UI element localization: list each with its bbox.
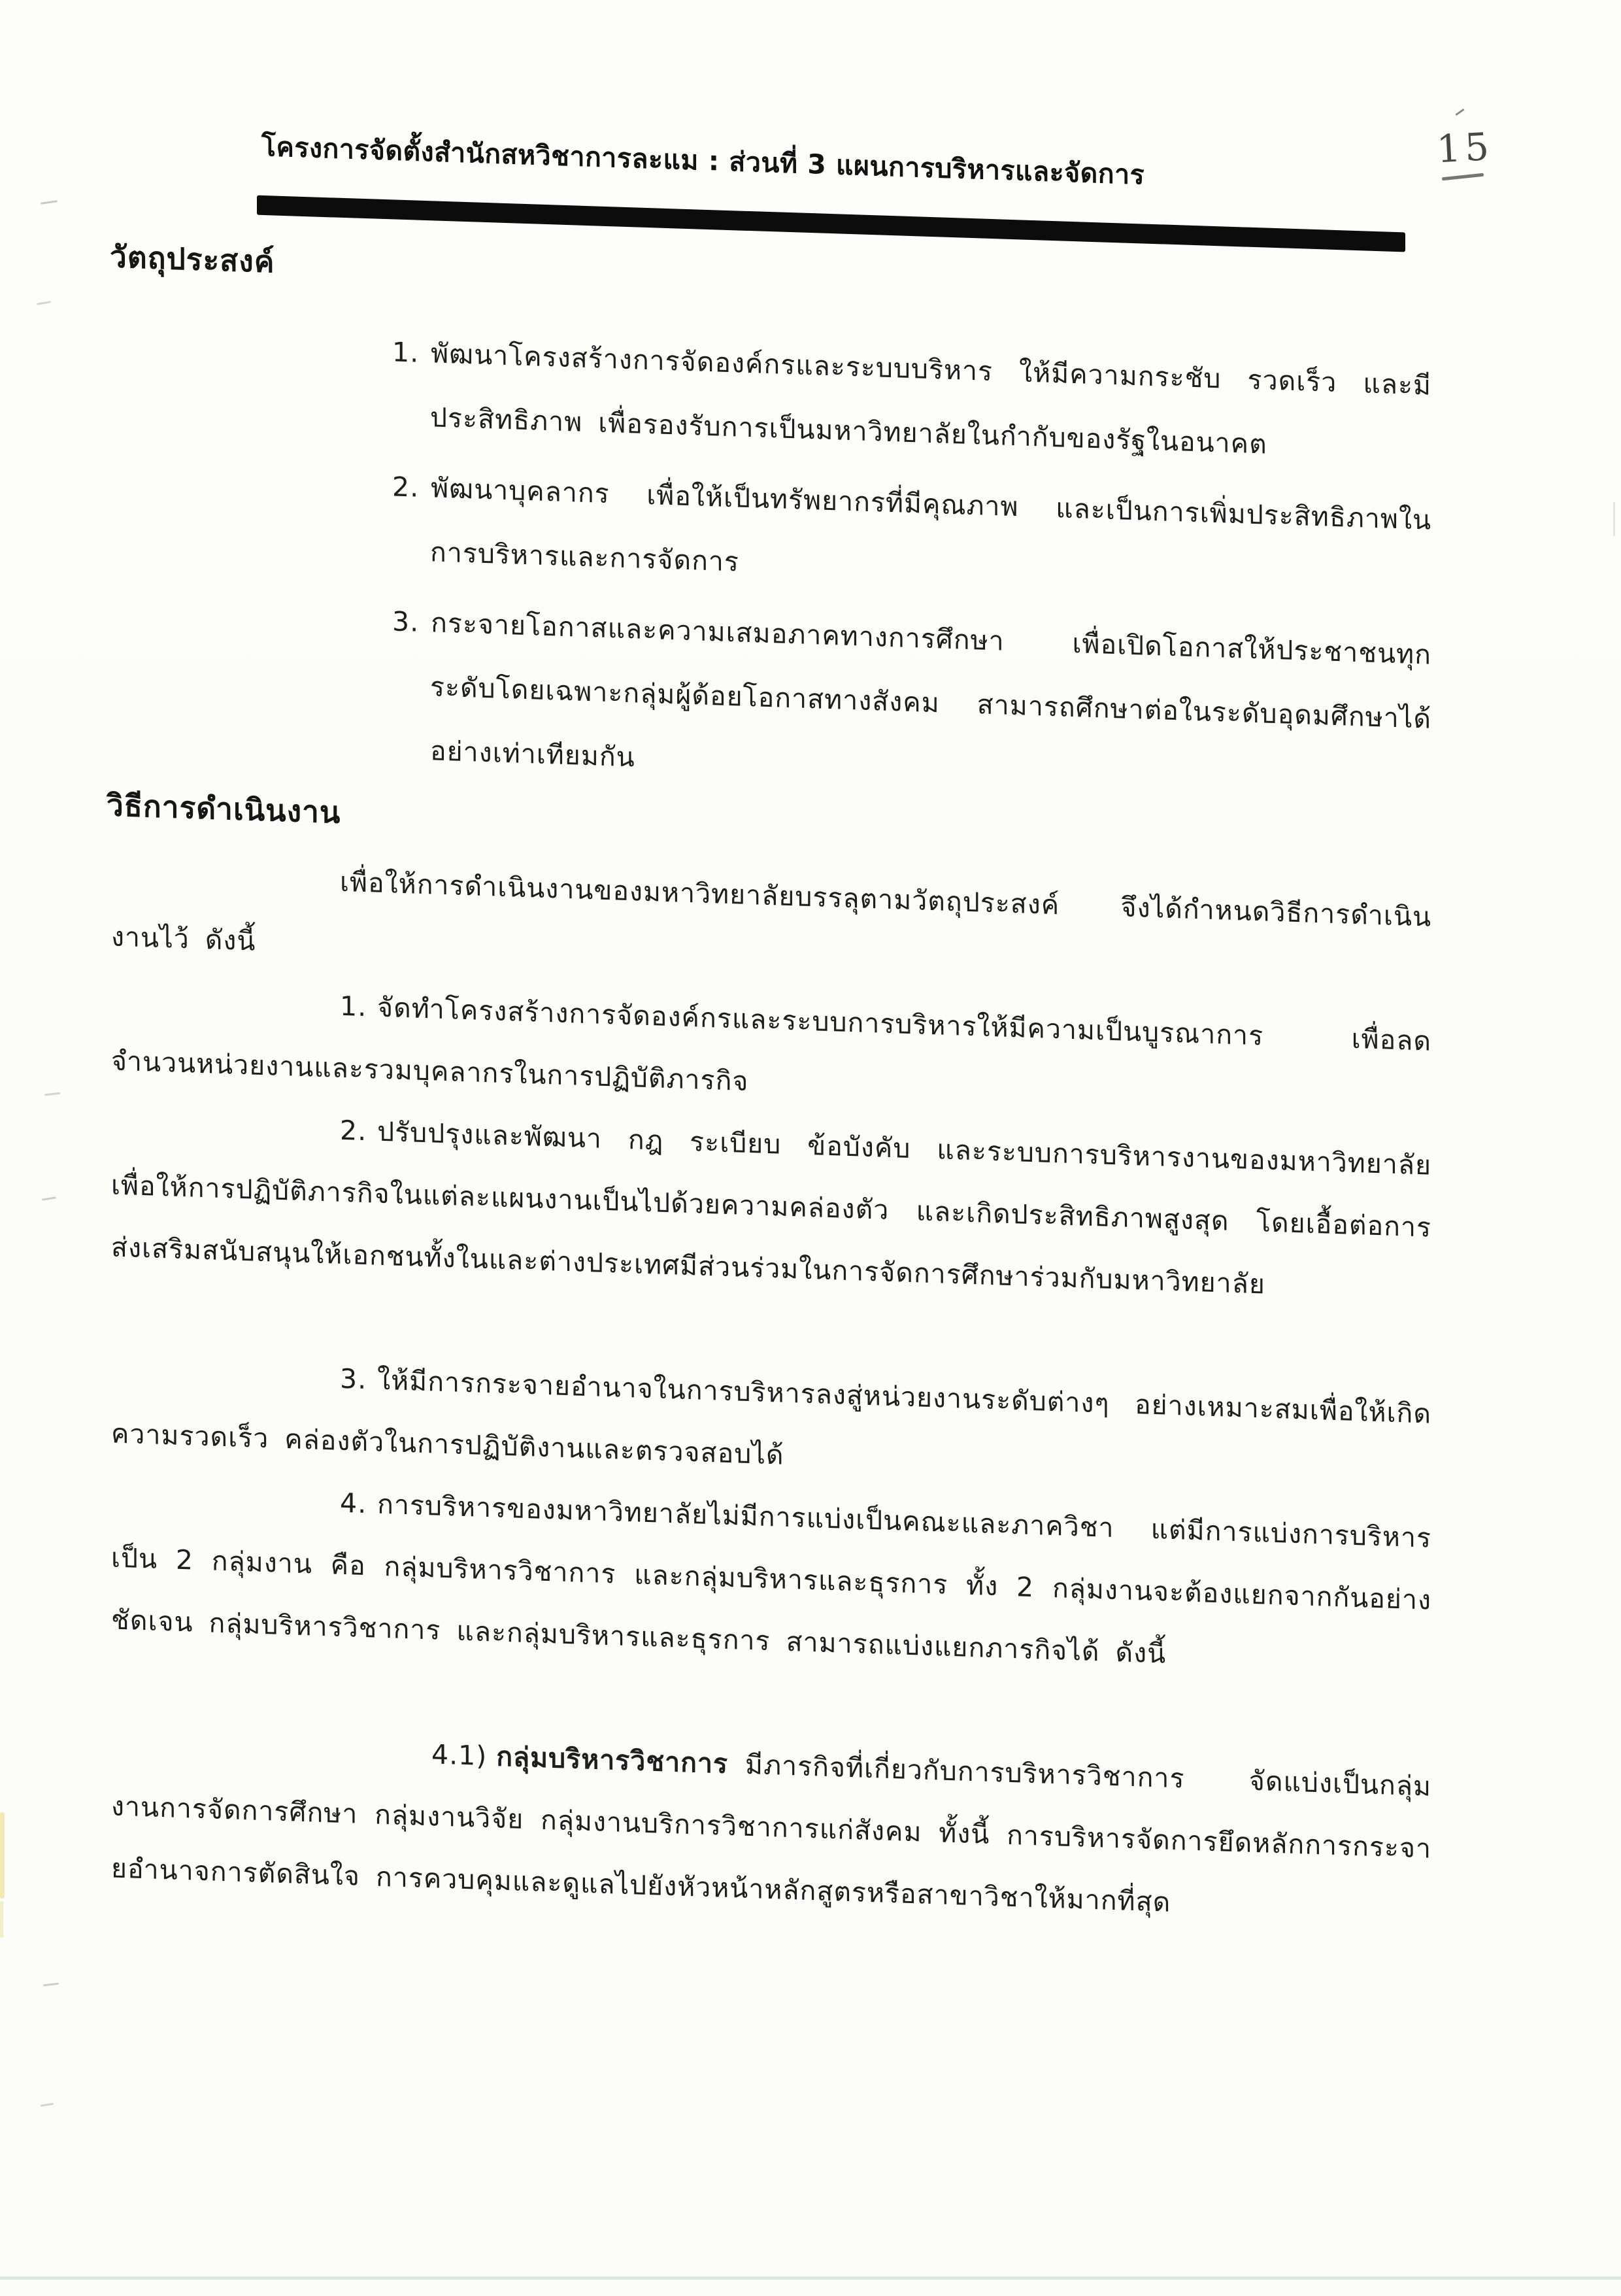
method-item-2 — [111, 1092, 1431, 1383]
left-edge-yellow-streak — [0, 1812, 5, 1899]
scan-right-edge-mark — [1613, 502, 1615, 536]
objective-item-text: กระจายโอกาสและความเสมอภาคทางการศึกษา เพื่อเปิดโอกาสให้ประชาชนทุกระดับโดยเฉพาะกลุ่มผู้ด้อยโอกาสทางสังคม สามารถศึกษาต่อในระดับอุดมศึกษาได้อย่างเท่าเทียมกัน — [430, 607, 1431, 773]
objective-item-2 — [392, 454, 1431, 616]
objective-item-1 — [392, 320, 1431, 481]
objective-item-3 — [392, 589, 1431, 815]
method-item-text: ปรับปรุงและพัฒนา กฎ ระเบียบ ข้อบังคับ และระบบการบริหารงานของมหาวิทยาลัยเพื่อให้การปฏิบัติภารกิจในแต่ละแผนงานเป็นไปด้วยความคล่องตัว และเกิดประสิทธิภาพสูงสุด โดยเอื้อต่อการส่งเสริมสนับสนุนให้เอกชนทั้งในและต่างประเทศมีส่วนร่วมในการจัดการศึกษาร่วมกับมหาวิทยาลัย — [111, 1115, 1431, 1300]
method-item-number: 2. — [340, 1114, 367, 1147]
objective-item-text: พัฒนาบุคลากร เพื่อให้เป็นทรัพยากรที่มีคุณภาพ และเป็นการเพิ่มประสิทธิภาพในการบริหารและการจัดการ — [430, 472, 1431, 578]
sub-item-text: มีภารกิจที่เกี่ยวกับการบริหารวิชาการ จัดแบ่งเป็นกลุ่มงานการจัดการศึกษา กลุ่มงานวิจัย กลุ่มงานบริการวิชาการแก่สังคม ทั้งนี้ การบริหารจัดการยึดหลักการกระจายอำนาจการตัดสินใจ การควบคุมและดูแลไปยังหัวหน้าหลักสูตรหรือสาขาวิชาให้มากที่สุด — [111, 1748, 1431, 1918]
header-rule-bar — [257, 195, 1405, 252]
methods-body — [111, 843, 1431, 1942]
method-item-4 — [111, 1464, 1431, 1755]
method-item-text: การบริหารของมหาวิทยาลัยไม่มีการแบ่งเป็นคณะและภาควิชา แต่มีการแบ่งการบริหารเป็น 2 กลุ่มงาน คือ กลุ่มบริหารวิชาการ และกลุ่มบริหารและธุรการ ทั้ง 2 กลุ่มงานจะต้องแยกจากกันอย่างชัดเจน กลุ่มบริหารวิชาการ และกลุ่มบริหารและธุรการ สามารถแบ่งแยกภารกิจได้ ดังนี้ — [111, 1488, 1431, 1670]
method-item-number: 1. — [340, 990, 367, 1023]
method-item-number: 3. — [340, 1362, 367, 1396]
document-header-title: โครงการจัดตั้งสำนักสหวิชาการละแม : ส่วนที่ 3 แผนการบริหารและจัดการ — [261, 130, 1145, 191]
objective-item-number: 3. — [392, 605, 420, 638]
method-item-text: จัดทำโครงสร้างการจัดองค์กรและระบบการบริหารให้มีความเป็นบูรณาการ เพื่อลดจำนวนหน่วยงานและรวมบุคลากรในการปฏิบัติภารกิจ — [111, 991, 1431, 1097]
method-item-text: ให้มีการกระจายอำนาจในการบริหารลงสู่หน่วยงานระดับต่างๆ อย่างเหมาะสมเพื่อให้เกิดความรวดเร็ว คล่องตัวในการปฏิบัติงานและตรวจสอบได้ — [111, 1364, 1431, 1471]
methods-heading: วิธีการดำเนินงาน — [107, 787, 341, 830]
sub-item-number: 4.1) — [431, 1738, 488, 1772]
stamped-page-number: 15 — [1435, 124, 1494, 172]
objective-item-number: 1. — [392, 336, 420, 369]
methods-intro-text: เพื่อให้การดำเนินงานของมหาวิทยาลัยบรรลุตามวัตถุประสงค์ จึงได้กำหนดวิธีการดำเนินงานไว้ ดังนี้ — [111, 866, 1431, 957]
sub-item-bold-label: กลุ่มบริหารวิชาการ — [496, 1740, 729, 1780]
objectives-list — [392, 320, 1431, 821]
method-item-number: 4. — [340, 1487, 367, 1520]
scan-bottom-edge-line — [0, 2276, 1621, 2280]
objectives-heading: วัตถุประสงค์ — [110, 239, 275, 280]
objective-item-text: พัฒนาโครงสร้างการจัดองค์กรและระบบบริหาร ให้มีความกระชับ รวดเร็ว และมีประสิทธิภาพ เพื่อรองรับการเป็นมหาวิทยาลัยในกำกับของรัฐในอนาคต — [430, 337, 1431, 460]
objective-item-number: 2. — [392, 471, 420, 503]
left-edge-yellow-streak — [0, 1901, 3, 1938]
